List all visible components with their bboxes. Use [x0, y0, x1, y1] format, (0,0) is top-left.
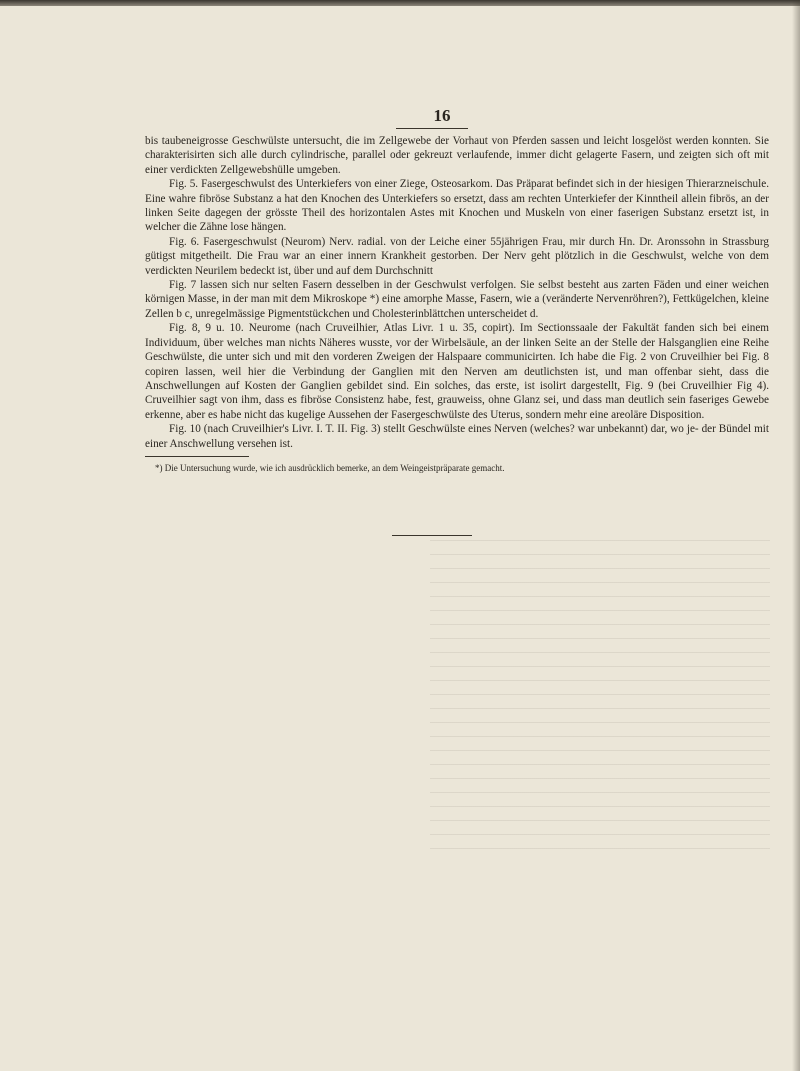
- paragraph: Fig. 10 (nach Cruveilhier's Livr. I. T. II. Fig. 3) stellt Geschwülste eines Nerven (welches? war unbekannt) dar, wo je- der Bündel mit einer Anschwellung versehen ist.: [145, 423, 769, 450]
- footnote-rule: [145, 456, 249, 457]
- page-top-edge: [0, 0, 800, 6]
- paragraph: Fig. 5. Fasergeschwulst des Unterkiefers von einer Ziege, Osteosarkom. Das Präparat befindet sich in der hiesigen Thierarzneischule. Eine wahre fibröse Substanz a hat den Knochen des Unterkiefers so ersetzt, dass am rechten Unterkiefer der Kinntheil allein fibrös, an der linken Seite dagegen der grösste Theil des horizontalen Astes mit Knochen und Muskeln von einer faserigen Substanz ersetzt ist, in welcher die Zähne lose hängen.: [145, 178, 769, 234]
- footnote: *) Die Untersuchung wurde, wie ich ausdrücklich bemerke, an dem Weingeistpräparate gemacht.: [155, 463, 505, 473]
- paragraph: Fig. 8, 9 u. 10. Neurome (nach Cruveilhier, Atlas Livr. 1 u. 35, copirt). Im Sectionssaale der Fakultät fanden sich bei einem Individuum, über welches man nichts Näheres wusste, vor der Wirbelsäule, an der linken Seite an der Stelle der Halsganglien eine Reihe Geschwülste, die unter sich und mit den vorderen Zweigen der Halspaare communicirten. Ich habe die Fig. 2 von Cruveilhier bei Fig. 8 copiren lassen, weil hier die Verbindung der Ganglien mit den Nerven am deutlichsten ist, und man offenbar sieht, dass die Anschwellungen auf Kosten der Ganglien gebildet sind. Ein solches, das erste, ist isolirt dargestellt, Fig. 9 (bei Cruveilhier Fig 4). Cruveilhier sagt von ihm, dass es fibröse Consistenz habe, fest, grauweiss, ohne Glanz sei, und dass man deutlich sein faseriges Gewebe erkenne, aber es habe nicht das kugelige Aussehen der Fasergeschwülste des Uterus, sondern mehr eine areoläre Disposition.: [145, 322, 769, 421]
- paragraph: Fig. 7 lassen sich nur selten Fasern desselben in der Geschwulst verfolgen. Sie selbst besteht aus zarten Fäden und einer weichen körnigen Masse, in der man mit dem Mikroskope *) eine amorphe Masse, Fasern, wie a (veränderte Nervenröhren?), Fettkügelchen, kleine Zellen b c, unregelmässige Pigmentstückchen und Cholesterinblättchen unterscheidet d.: [145, 279, 769, 320]
- bleed-through-texture: [430, 540, 770, 860]
- page-number: 16: [433, 106, 451, 125]
- body-text: [145, 134, 769, 451]
- paragraph: bis taubeneigrosse Geschwülste untersucht, die im Zellgewebe der Vorhaut von Pferden sassen und leicht losgelöst werden konnten. Sie charakterisirten sich alle durch cylindrische, parallel oder gekreuzt verlaufende, immer dicht gelagerte Fasern, und zeigten sich oft mit einer verdickten Zellgewebshülle umgeben.: [145, 135, 769, 176]
- page-number-rule: [396, 128, 468, 129]
- page-right-edge: [792, 0, 800, 1071]
- paragraph: Fig. 6. Fasergeschwulst (Neurom) Nerv. radial. von der Leiche einer 55jährigen Frau, mir durch Hn. Dr. Aronssohn in Strassburg gütigst mitgetheilt. Die Frau war an einer innern Krankheit gestorben. Der Nerv geht plötzlich in die Geschwulst, welche von dem verdickten Neurilem bedeckt ist, über und auf dem Durchschnitt: [145, 235, 769, 277]
- end-rule: [392, 535, 472, 536]
